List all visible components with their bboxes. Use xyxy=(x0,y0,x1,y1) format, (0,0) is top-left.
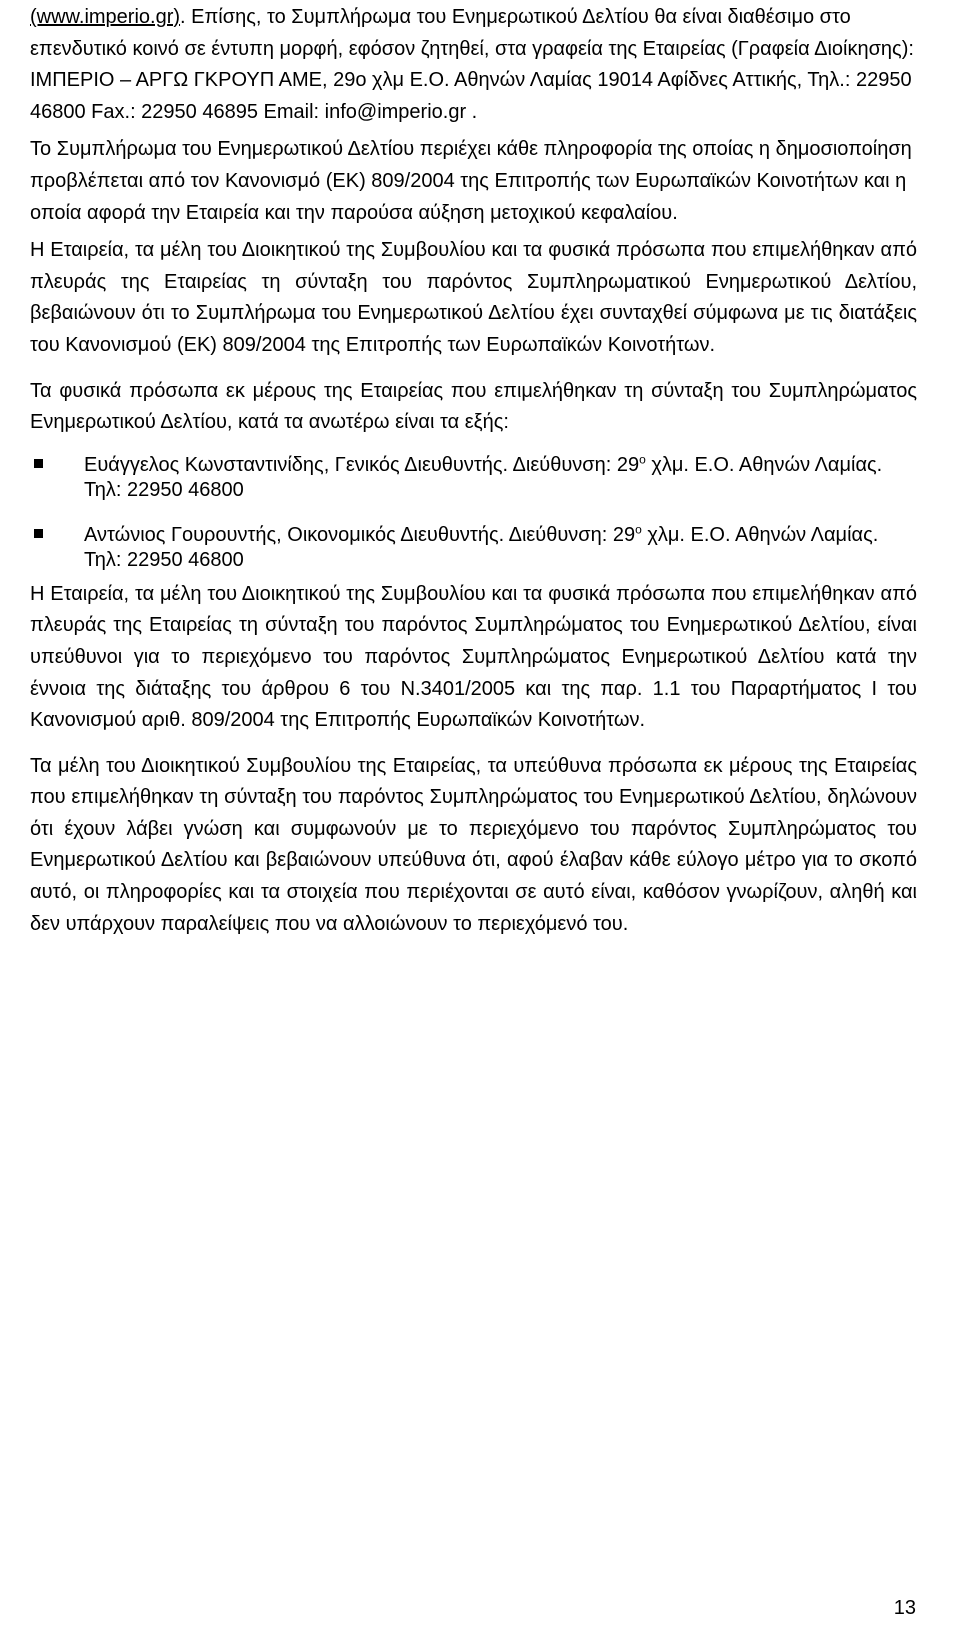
list-item-rest: χλμ. Ε.Ο. Αθηνών Λαμίας. Τηλ: 22950 46800 xyxy=(84,523,879,571)
list-item xyxy=(30,453,917,503)
square-bullet-icon xyxy=(34,459,43,468)
square-bullet-icon xyxy=(34,529,43,538)
document-page xyxy=(30,0,917,940)
website-link[interactable]: (www.imperio.gr) xyxy=(30,6,181,28)
list-item-rest: χλμ. Ε.Ο. Αθηνών Λαμίας. Τηλ: 22950 46800 xyxy=(84,453,883,501)
responsible-persons-list xyxy=(30,453,917,573)
paragraph-responsibility-statement: Η Εταιρεία, τα μέλη του Διοικητικού της Συμβουλίου και τα φυσικά πρόσωπα που επιμελήθηκαν από πλευράς της Εταιρείας τη σύνταξη του παρόντος Συμπληρώματος του Ενημερωτικού Δελτίου, είναι υπεύθυνοι για το περιεχόμενο του παρόντος Συμπληρώματος Ενημερωτικού Δελτίου κατά την έννοια της διάταξης του άρθρου 6 του Ν.3401/2005 και της παρ. 1.1 του Παραρτήματος Ι του Κανονισμού αριθ. 809/2004 της Επιτροπής Ευρωπαϊκών Κοινοτήτων. xyxy=(30,582,917,732)
page-number: 13 xyxy=(893,1597,916,1619)
list-item-text: Αντώνιος Γουρουντής, Οικονομικός Διευθυντής. Διεύθυνση: 29 xyxy=(84,523,636,546)
ordinal-superscript: ο xyxy=(639,452,646,467)
ordinal-superscript: ο xyxy=(635,522,642,537)
paragraph-board-declaration: Τα μέλη του Διοικητικού Συμβουλίου της Εταιρείας, τα υπεύθυνα πρόσωπα εκ μέρους της Εταιρείας που επιμελήθηκαν τη σύνταξη του παρόντος Συμπληρώματος του Ενημερωτικού Δελτίου, δηλώνουν ότι έχουν λάβει γνώση και συμφωνούν με το περιεχόμενο του παρόντος Συμπληρώματος του Ενημερωτικού Δελτίου και βεβαιώνουν υπεύθυνα ότι, αφού έλαβαν κάθε εύλογο μέτρο για το σκοπό αυτό, οι πληροφορίες και τα στοιχεία που περιέχονται σε αυτό είναι, καθόσον γνωρίζουν, αληθή και δεν υπάρχουν παραλείψεις που να αλλοιώνουν το περιεχόμενό του. xyxy=(30,754,917,935)
paragraph-responsible-persons-intro: Τα φυσικά πρόσωπα εκ μέρους της Εταιρείας που επιμελήθηκαν τη σύνταξη του Συμπληρώματος Ενημερωτικού Δελτίου, κατά τα ανωτέρω είναι τα εξής: xyxy=(30,379,917,434)
paragraph-availability-text: . Επίσης, το Συμπλήρωμα του Ενημερωτικού Δελτίου θα είναι διαθέσιμο στο επενδυτικό κοινό σε έντυπη μορφή, εφόσον ζητηθεί, στα γραφεία της Εταιρείας (Γραφεία Διοίκησης): ΙΜΠΕΡΙΟ – ΑΡΓΩ ΓΚΡΟΥΠ ΑΜΕ, 29ο χλμ Ε.Ο. Αθηνών Λαμίας 19014 Αφίδνες Αττικής, Τηλ.: 22950 46800 Fax.: 22950 46895 Email: info@imperio.gr . xyxy=(30,6,914,123)
paragraph-availability xyxy=(30,2,917,128)
paragraph-compliance-statement: Η Εταιρεία, τα μέλη του Διοικητικού της Συμβουλίου και τα φυσικά πρόσωπα που επιμελήθηκαν από πλευράς της Εταιρείας τη σύνταξη του παρόντος Συμπληρωματικού Ενημερωτικού Δελτίου, βεβαιώνουν ότι το Συμπλήρωμα του Ενημερωτικού Δελτίου έχει συνταχθεί σύμφωνα με τις διατάξεις του Κανονισμού (ΕΚ) 809/2004 της Επιτροπής των Ευρωπαϊκών Κοινοτήτων. xyxy=(30,239,917,356)
paragraph-content-scope: Το Συμπλήρωμα του Ενημερωτικού Δελτίου περιέχει κάθε πληροφορία της οποίας η δημοσιοποίηση προβλέπεται από τον Κανονισμό (ΕΚ) 809/2004 της Επιτροπής των Ευρωπαϊκών Κοινοτήτων και η οποία αφορά την Εταιρεία και την παρούσα αύξηση μετοχικού κεφαλαίου. xyxy=(30,138,912,224)
list-item-text: Ευάγγελος Κωνσταντινίδης, Γενικός Διευθυντής. Διεύθυνση: 29 xyxy=(84,453,640,476)
list-item xyxy=(30,523,917,573)
